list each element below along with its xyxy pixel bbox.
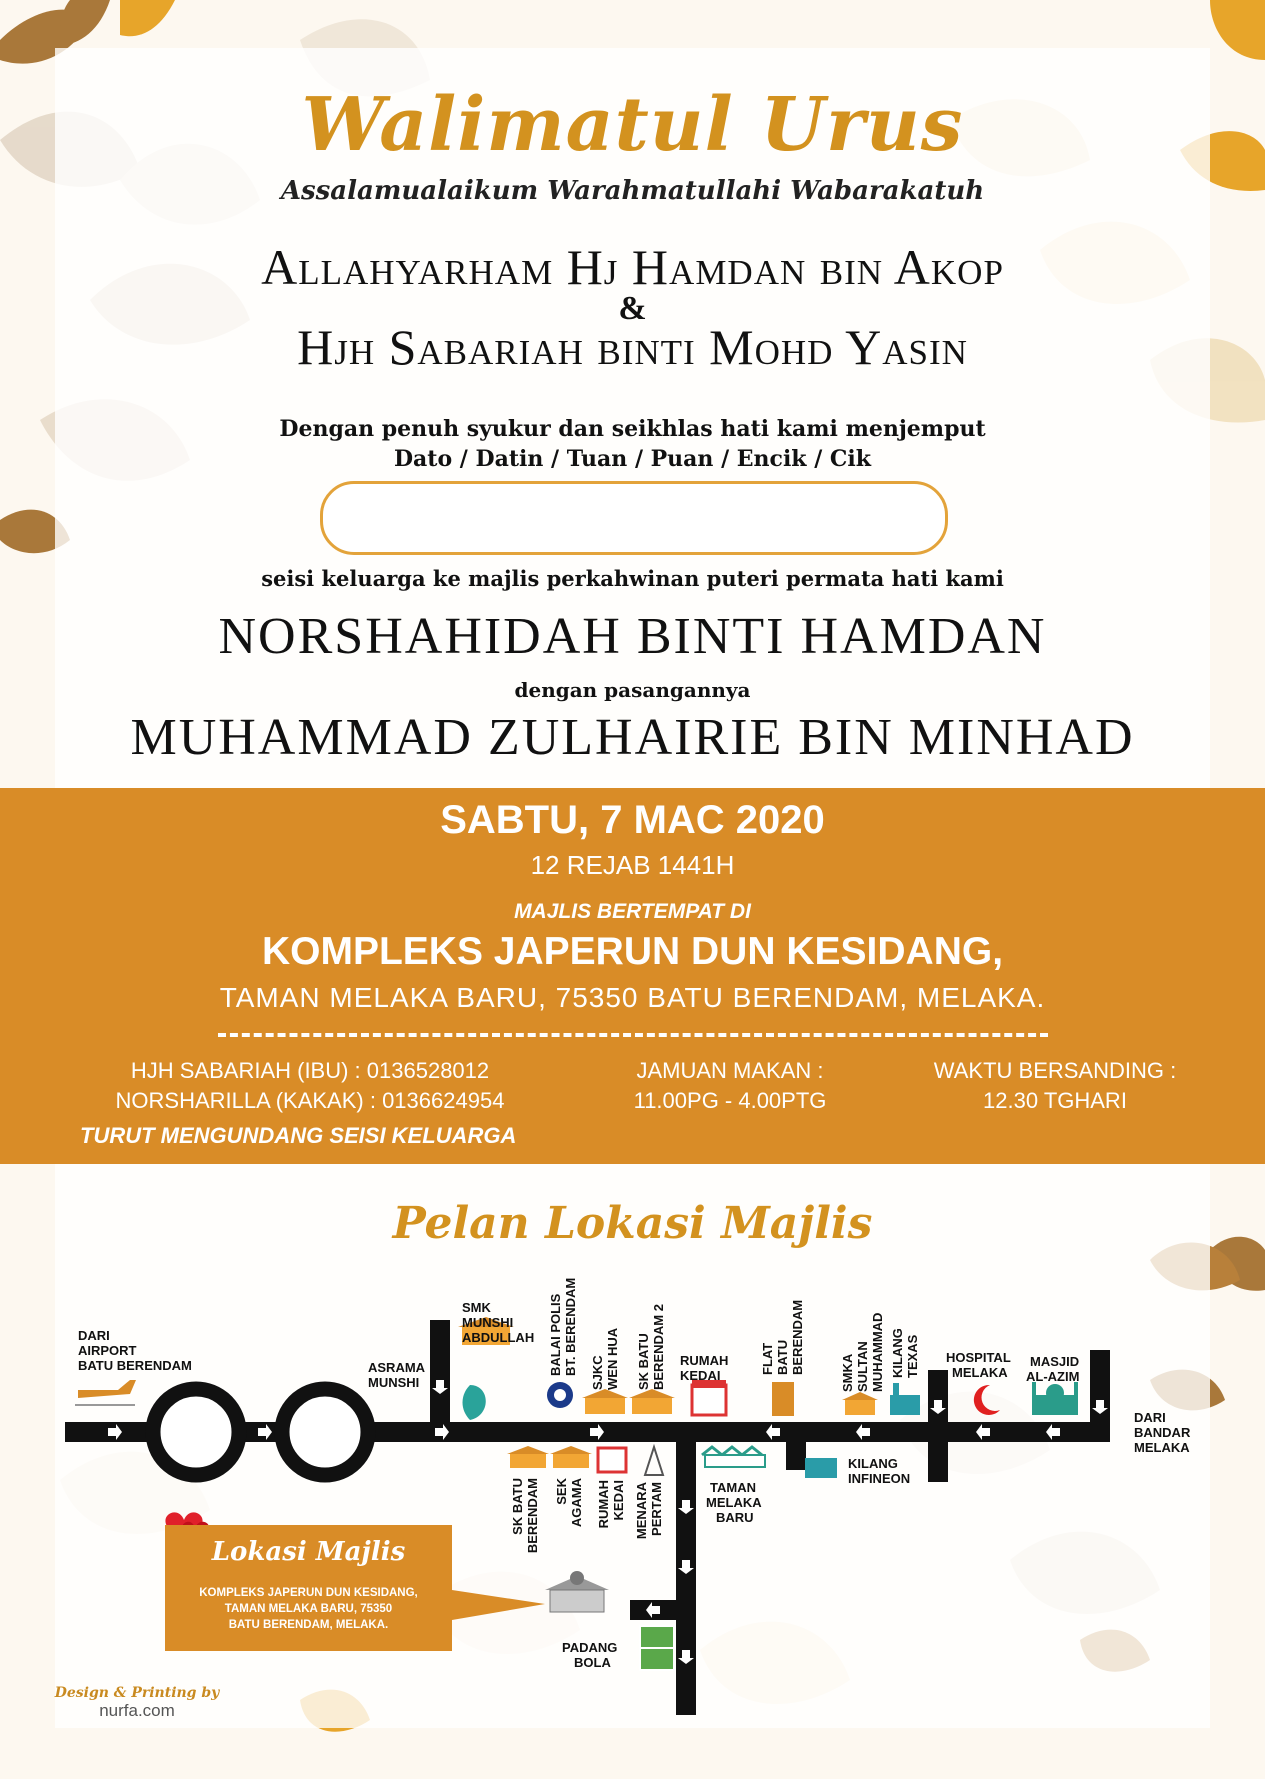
tower-icon [645,1447,663,1475]
label-balai-polis: BALAI POLISBT. BERENDAM [548,1277,578,1376]
school-icon [507,1446,549,1468]
location-callout-address [165,1585,452,1633]
venue-label: MAJLIS BERTEMPAT DI [514,900,751,923]
credit-line-1: Design & Printing by [54,1685,220,1701]
contact-kakak: NORSHARILLA (KAKAK) : 0136624954 [115,1088,505,1113]
roundabout-2 [282,1389,368,1475]
event-details-band [0,788,1265,1164]
mother-name: Hjh Sabariah binti Mohd Yasin [297,319,968,375]
school-icon [842,1392,878,1415]
meal-schedule [600,1056,860,1116]
label-menara: MENARAPERTAM [634,1482,664,1540]
ampersand: & [618,290,647,327]
location-map [0,1230,1265,1750]
label-hospital: HOSPITAL MELAKA [946,1350,1011,1380]
event-date: SABTU, 7 MAC 2020 [440,798,825,842]
hijri-date: 12 REJAB 1441H [530,850,735,880]
map-title: Pelan Lokasi Majlis [392,1198,873,1249]
label-smka: SMKASULTANMUHAMMAD [840,1312,885,1392]
label-taman: TAMAN MELAKA BARU [706,1480,762,1525]
bride-name: NORSHAHIDAH BINTI HAMDAN [218,608,1047,665]
school-icon [582,1389,628,1414]
mosque-icon [1032,1382,1078,1415]
venue-address: TAMAN MELAKA BARU, 75350 BATU BERENDAM, MELAKA. [219,982,1046,1013]
label-masjid: MASJID AL-AZIM [1026,1354,1080,1384]
label-padang-bola: PADANG BOLA [562,1640,618,1670]
label-sjkc: SJKCWEN HUA [590,1327,620,1390]
credit-line-2: nurfa.com [99,1701,175,1720]
dashed-divider [218,1033,1048,1037]
label-bandar: DARI BANDAR MELAKA [1134,1410,1191,1455]
meal-time: 11.00PG - 4.00PTG [633,1088,827,1113]
label-rumah-kedai-2: RUMAHKEDAI [596,1480,626,1529]
location-callout [165,1525,452,1651]
factory-icon [805,1458,837,1478]
field-icon [640,1626,674,1670]
contact-ibu: HJH SABARIAH (IBU) : 0136528012 [130,1058,490,1083]
invitation-text [0,414,1265,474]
invitation-line-2: Dato / Datin / Tuan / Puan / Encik / Cik [393,446,872,472]
bersanding-time: 12.30 TGHARI [983,1088,1127,1113]
label-asrama: ASRAMA MUNSHI [368,1360,426,1390]
guest-name-box[interactable] [320,481,948,555]
groom-name: MUHAMMAD ZULHAIRIE BIN MINHAD [130,709,1135,766]
contact-list [80,1056,540,1116]
address-line-1: KOMPLEKS JAPERUN DUN KESIDANG, [199,1587,418,1599]
label-sk-batu-berendam-2: SK BATUBERENDAM 2 [636,1304,666,1390]
building-icon [545,1571,609,1612]
hospital-icon [974,1385,1000,1415]
factory-icon [890,1383,920,1415]
family-line: seisi keluarga ke majlis perkahwinan puteri permata hati kami [261,566,1004,591]
school-icon [550,1446,592,1468]
designer-credit [52,1685,222,1721]
venue-name: KOMPLEKS JAPERUN DUN KESIDANG, [261,930,1004,973]
shop-icon [692,1380,726,1415]
label-smk: SMK MUNSHI ABDULLAH [462,1300,535,1345]
invitation-title: Walimatul Urus [301,82,964,168]
label-sk-batu-berendam: SK BATUBERENDAM [510,1478,540,1554]
meal-label: JAMUAN MAKAN : [636,1058,824,1083]
greeting: Assalamualaikum Warahmatullahi Wabarakatuh [280,176,985,206]
address-line-2: TAMAN MELAKA BARU, 75350 [224,1603,393,1615]
father-name: Allahyarham Hj Hamdan bin Akop [261,239,1004,295]
invitation-line-1: Dengan penuh syukur dan seikhlas hati kami menjemput [279,416,986,442]
label-kilang-infineon: KILANG INFINEON [848,1456,911,1486]
label-airport: DARI AIRPORT BATU BERENDAM [78,1328,192,1373]
bersanding-label: WAKTU BERSANDING : [933,1058,1177,1083]
roundabout-1 [153,1389,239,1475]
label-sek-agama: SEKAGAMA [554,1478,584,1528]
label-kilang-texas: KILANGTEXAS [890,1328,920,1378]
label-flat: FLATBATUBERENDAM [760,1299,805,1375]
school-icon [629,1389,675,1414]
house-icon [702,1447,765,1467]
address-line-3: BATU BERENDAM, MELAKA. [228,1619,389,1631]
police-icon [547,1382,573,1408]
airplane-icon [75,1380,136,1406]
couple-connector: dengan pasangannya [514,678,751,702]
bersanding-schedule [900,1056,1210,1116]
flat-building-icon [772,1382,794,1416]
label-rumah-kedai: RUMAH KEDAI [680,1353,729,1383]
location-callout-title: Lokasi Majlis [211,1537,406,1567]
petronas-icon [463,1385,486,1420]
footer-note: TURUT MENGUNDANG SEISI KELUARGA [80,1123,517,1148]
location-pointer [452,1590,545,1620]
shop-icon [598,1448,626,1472]
